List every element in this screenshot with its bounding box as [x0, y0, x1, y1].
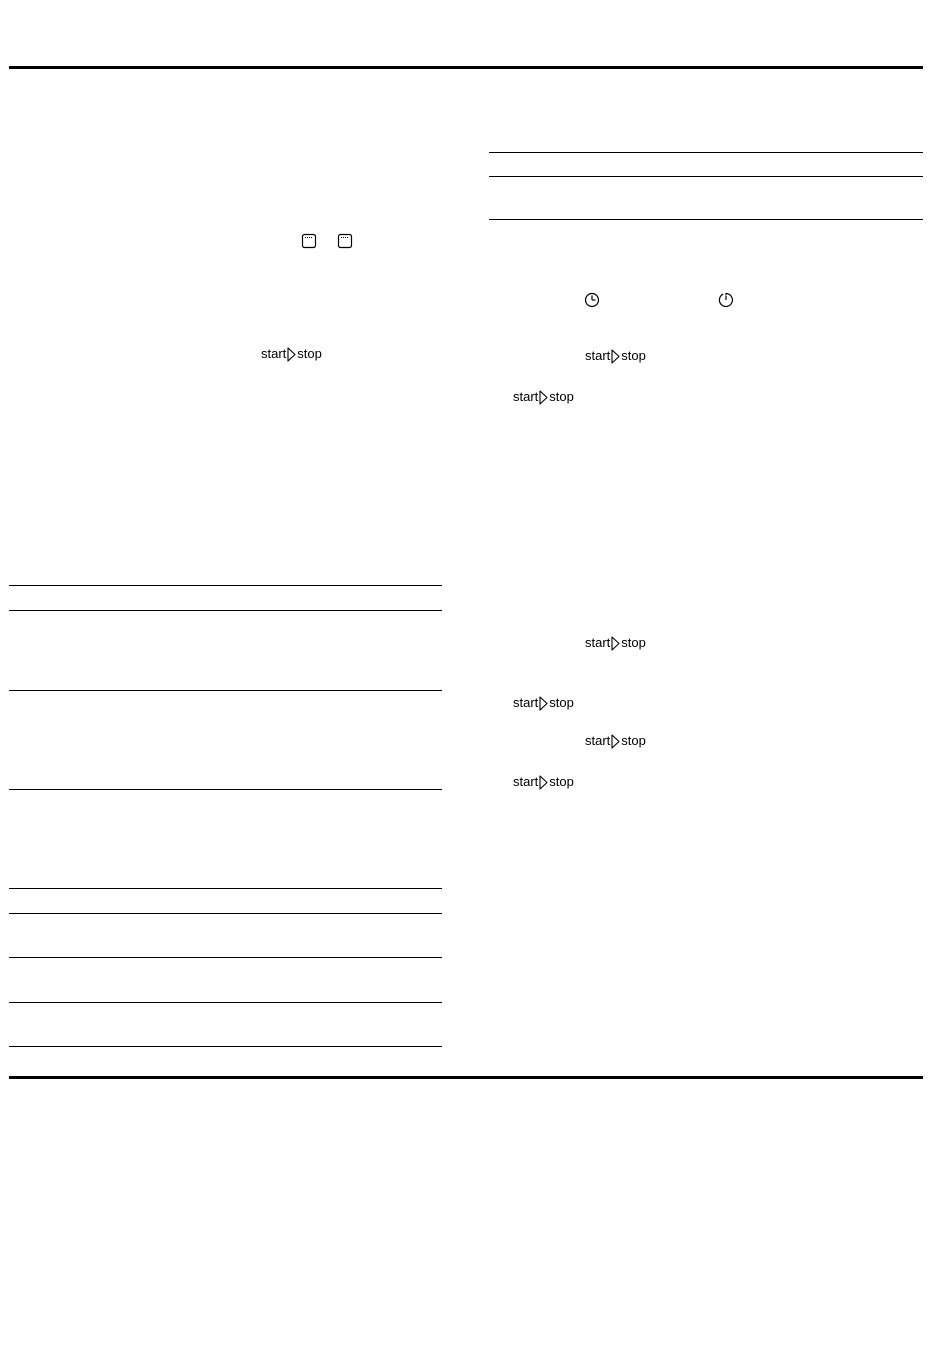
start-stop-button[interactable] [585, 635, 646, 651]
table-rule [9, 1002, 442, 1003]
start-stop-button[interactable] [513, 695, 574, 711]
table-rule [9, 913, 442, 914]
start-stop-button[interactable] [261, 346, 322, 362]
play-triangle-icon [539, 390, 548, 405]
table-rule [489, 219, 923, 220]
play-triangle-icon [287, 347, 296, 362]
oven-bottom-heat-icon [337, 233, 353, 249]
start-label: start [585, 635, 611, 650]
start-stop-button[interactable] [513, 389, 574, 405]
stop-label: stop [621, 348, 646, 363]
table-rule [9, 1046, 442, 1047]
start-label: start [513, 774, 539, 789]
stop-label: stop [549, 389, 574, 404]
table-rule [489, 152, 923, 153]
start-label: start [261, 346, 287, 361]
start-stop-button[interactable] [585, 733, 646, 749]
table-rule [9, 888, 442, 889]
clock-icon [584, 292, 600, 308]
start-label: start [513, 695, 539, 710]
table-rule [9, 585, 442, 586]
timer-icon [718, 292, 734, 308]
play-triangle-icon [611, 734, 620, 749]
start-label: start [513, 389, 539, 404]
play-triangle-icon [611, 349, 620, 364]
stop-label: stop [297, 346, 322, 361]
play-triangle-icon [539, 696, 548, 711]
table-rule [9, 957, 442, 958]
table-rule [9, 789, 442, 790]
table-rule [9, 690, 442, 691]
oven-top-heat-icon [301, 233, 317, 249]
play-triangle-icon [539, 775, 548, 790]
start-label: start [585, 348, 611, 363]
stop-label: stop [549, 774, 574, 789]
stop-label: stop [621, 635, 646, 650]
table-rule [9, 610, 442, 611]
page-bottom-rule [9, 1076, 923, 1079]
play-triangle-icon [611, 636, 620, 651]
table-rule [489, 176, 923, 177]
stop-label: stop [621, 733, 646, 748]
start-label: start [585, 733, 611, 748]
stop-label: stop [549, 695, 574, 710]
start-stop-button[interactable] [585, 348, 646, 364]
page-top-rule [9, 66, 923, 69]
start-stop-button[interactable] [513, 774, 574, 790]
